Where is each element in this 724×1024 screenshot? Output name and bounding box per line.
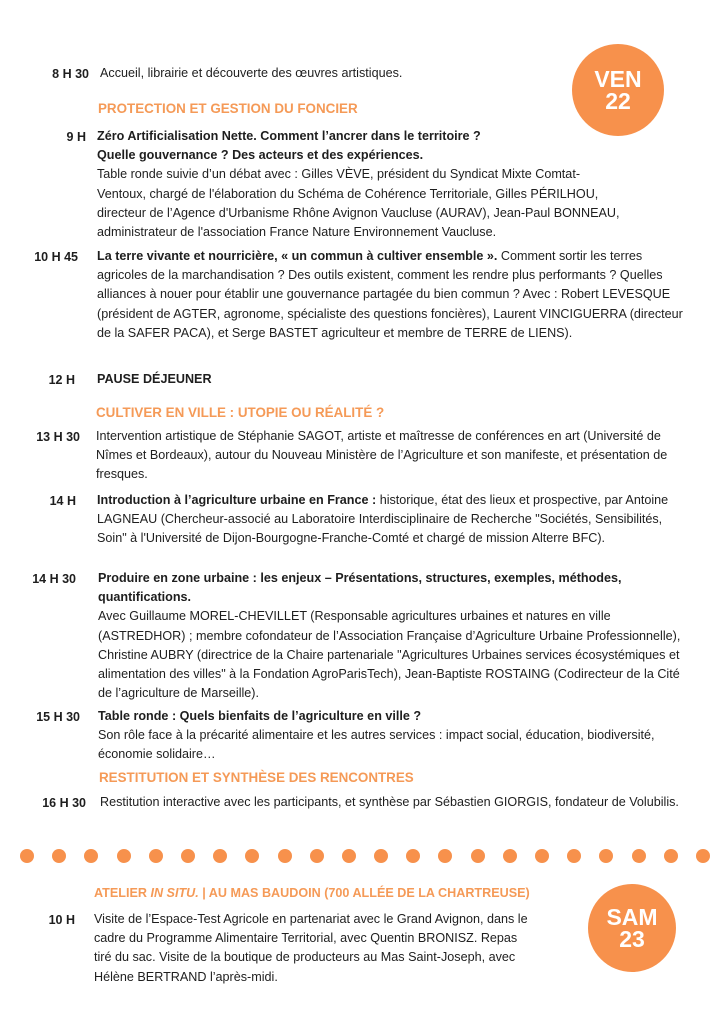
- separator-dot: [374, 849, 388, 863]
- item-body: Restitution interactive avec les participants, et synthèse par Sébastien GIORGIS, fondateur de Volubilis.: [100, 795, 679, 809]
- time-label: 10 H: [48, 913, 75, 927]
- time-label: 12 H: [48, 373, 75, 387]
- separator-dot: [245, 849, 259, 863]
- time-label: 14 H: [49, 494, 76, 508]
- item-body: Table ronde suivie d’un débat avec : Gilles VÈVE, président du Syndicat Mixte Comtat-Ventoux, chargé de l'élaboration du Schéma de Cohérence Territoriale, Gilles PÉRILHOU, directeur de l’Agence d'Urbanisme Rhône Avignon Vaucluse (AURAV), Jean-Paul BONNEAU, administrateur de l'association France Nature Environnement Vaucluse.: [97, 167, 620, 240]
- time-label: 13 H 30: [36, 430, 80, 444]
- item-title: Produire en zone urbaine : les enjeux – Présentations, structures, exemples, méthodes, quantifications.: [98, 571, 622, 605]
- section-italic: IN SITU.: [150, 886, 199, 900]
- separator-dot: [310, 849, 324, 863]
- schedule-item-10h45: [97, 247, 683, 343]
- separator-dot: [20, 849, 34, 863]
- schedule-item-sat-10h: [94, 910, 534, 987]
- schedule-item-opening: [100, 64, 570, 83]
- item-body: Intervention artistique de Stéphanie SAGOT, artiste et maîtresse de conférences en art (Université de Nîmes et Bordeaux), autour du Nouveau Ministère de l’Agriculture et son manifeste, et présentation de fresques.: [96, 429, 668, 482]
- separator-dot: [632, 849, 646, 863]
- badge-date: 23: [619, 926, 645, 952]
- schedule-item-9h: [97, 127, 629, 242]
- schedule-item-16h30: [100, 793, 684, 812]
- schedule-item-13h30: [96, 427, 682, 485]
- section-title-foncier: PROTECTION ET GESTION DU FONCIER: [98, 101, 358, 116]
- time-label: 14 H 30: [32, 572, 76, 586]
- separator-dot: [503, 849, 517, 863]
- separator-dot: [567, 849, 581, 863]
- dotted-separator: [20, 849, 710, 865]
- separator-dot: [696, 849, 710, 863]
- separator-dot: [438, 849, 452, 863]
- day-badge-friday: [572, 44, 664, 136]
- schedule-item-14h30: [98, 569, 684, 703]
- item-title: La terre vivante et nourricière, « un commun à cultiver ensemble ».: [97, 249, 498, 263]
- badge-date: 22: [605, 88, 631, 114]
- item-title: Zéro Artificialisation Nette. Comment l’ancrer dans le territoire ?: [97, 129, 481, 143]
- badge-day: SAM: [606, 904, 658, 930]
- time-label: 10 H 45: [34, 250, 78, 264]
- separator-dot: [406, 849, 420, 863]
- schedule-item-lunch: [97, 370, 497, 389]
- item-body: Comment sortir les terres agricoles de la marchandisation ? Des outils existent, comment les rendre plus performants ? Quelles alliances à nouer pour établir une gouvernance partagée du bien commun ? Avec : Robert LEVESQUE (président de AGTER, agronome, spécialiste des questions foncières), Laurent VINCIGUERRA (directeur de la SAFER PACA), et Serge BASTET agriculteur et membre de TERRE de LIENS).: [97, 249, 683, 340]
- section-title-restitution: RESTITUTION ET SYNTHÈSE DES RENCONTRES: [99, 770, 414, 785]
- item-body: Visite de l’Espace-Test Agricole en partenariat avec le Grand Avignon, dans le cadre du Programme Alimentaire Territorial, avec Quentin BRONISZ. Repas tiré du sac. Visite de la boutique de producteurs au Mas Saint-Joseph, avec Hélène BERTRAND l’après-midi.: [94, 912, 528, 984]
- section-prefix: ATELIER: [94, 886, 151, 900]
- separator-dot: [535, 849, 549, 863]
- separator-dot: [342, 849, 356, 863]
- time-label: 15 H 30: [36, 710, 80, 724]
- separator-dot: [471, 849, 485, 863]
- separator-dot: [52, 849, 66, 863]
- badge-day: VEN: [594, 66, 642, 92]
- separator-dot: [599, 849, 613, 863]
- item-body: Son rôle face à la précarité alimentaire et les autres services : impact social, éducation, biodiversité, économie solidaire…: [98, 728, 655, 762]
- time-label: 16 H 30: [42, 796, 86, 810]
- separator-dot: [181, 849, 195, 863]
- item-text: Accueil, librairie et découverte des œuvres artistiques.: [100, 66, 403, 80]
- item-title: PAUSE DÉJEUNER: [97, 372, 212, 386]
- separator-dot: [278, 849, 292, 863]
- item-title: Table ronde : Quels bienfaits de l’agriculture en ville ?: [98, 709, 422, 723]
- separator-dot: [117, 849, 131, 863]
- separator-dot: [213, 849, 227, 863]
- separator-dot: [664, 849, 678, 863]
- item-title: Quelle gouvernance ? Des acteurs et des expériences.: [97, 148, 424, 163]
- separator-dot: [84, 849, 98, 863]
- item-title: Introduction à l’agriculture urbaine en France :: [97, 493, 377, 507]
- separator-dot: [149, 849, 163, 863]
- section-title-atelier: [94, 886, 530, 900]
- section-title-cultiver: CULTIVER EN VILLE : UTOPIE OU RÉALITÉ ?: [96, 405, 385, 420]
- time-label: 9 H: [66, 130, 86, 144]
- item-body: historique, état des lieux et prospective, par Antoine LAGNEAU (Chercheur-associé au Laboratoire Interdisciplinaire de Recherche "Sociétés, Sensibilités, Soin" à l'Université de Dijon-Bourgogne-Franche-Comté et chargé de mission Alterre BFC).: [97, 493, 669, 546]
- schedule-item-15h30: [98, 707, 684, 765]
- section-suffix: | AU MAS BAUDOIN (700 ALLÉE DE LA CHARTREUSE): [198, 886, 530, 900]
- item-body: Avec Guillaume MOREL-CHEVILLET (Responsable agricultures urbaines et natures en ville (ASTREDHOR) ; membre cofondateur de l’Association Française d’Agriculture Urbaine Professionnelle), Christine AUBRY (directrice de la Chaire partenariale "Agricultures Urbaines services écosystémiques et alimentation des villes" à la Fondation AgroParisTech), Jean-Baptiste ROSTAING (Codirecteur de la Cité de l’agriculture de Marseille).: [98, 609, 681, 701]
- day-badge-saturday: [588, 884, 676, 972]
- schedule-item-14h: [97, 491, 683, 549]
- time-label: 8 H 30: [52, 67, 89, 81]
